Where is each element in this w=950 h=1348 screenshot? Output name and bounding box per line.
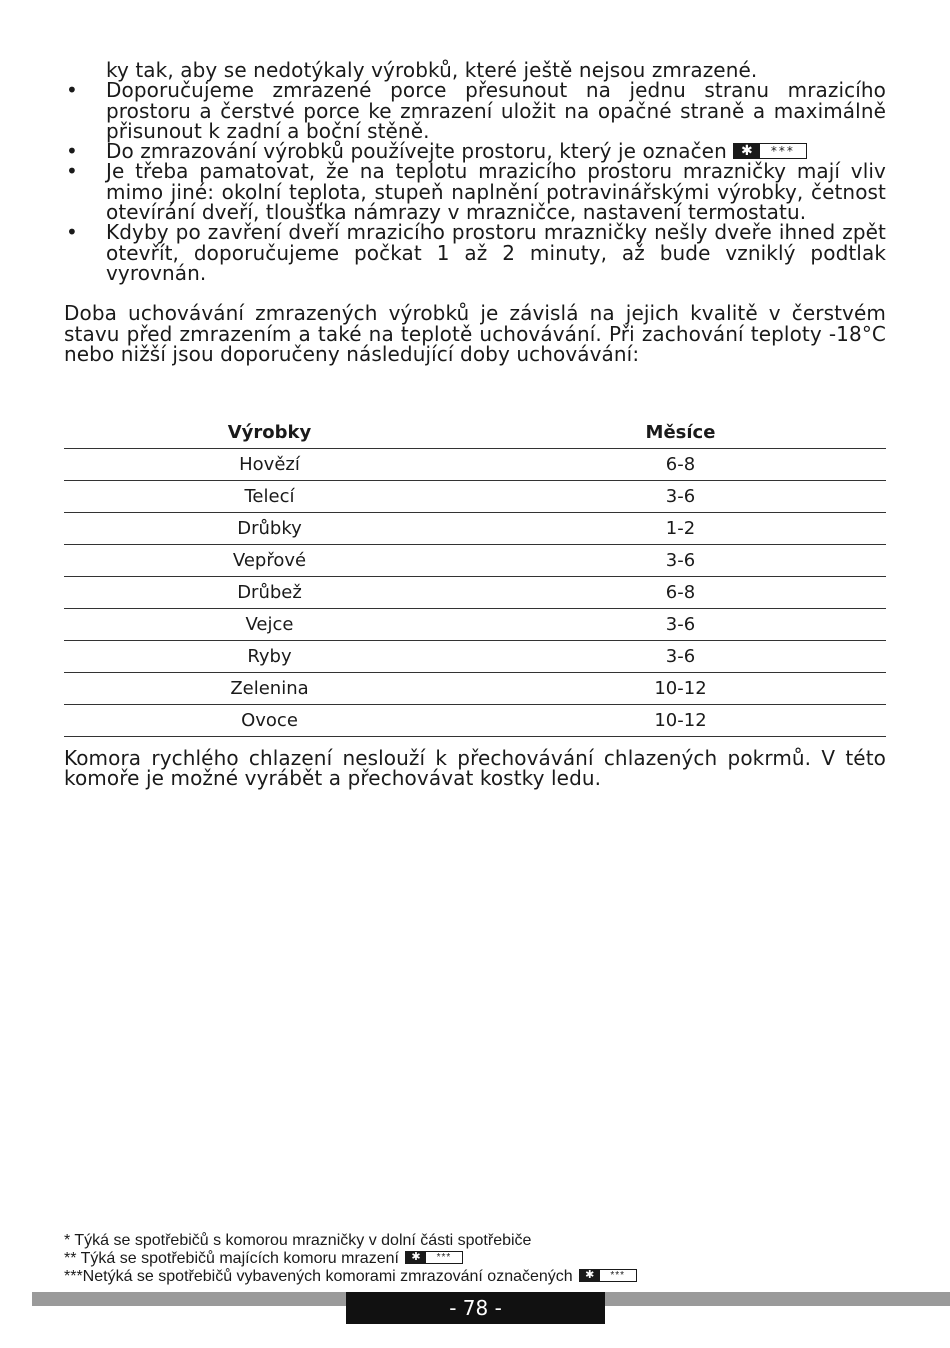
bullet-dot: • bbox=[66, 220, 78, 245]
list-item-text: Doporučujeme zmrazené porce přesunout na jednu stranu mrazicího prostoru a čerstvé porce ke zmrazení uložit na opačné straně a maximálně přisunout k zadní a boční stěně. bbox=[106, 78, 886, 143]
table-header-row bbox=[64, 416, 886, 449]
header-months: Měsíce bbox=[475, 416, 886, 449]
product-cell: Telecí bbox=[64, 481, 475, 513]
table-row bbox=[64, 545, 886, 577]
stars-label: *** bbox=[610, 1270, 626, 1281]
storage-table bbox=[64, 416, 886, 737]
table-row bbox=[64, 609, 886, 641]
product-cell: Drůbky bbox=[64, 513, 475, 545]
months-cell: 1-2 bbox=[475, 513, 886, 545]
header-products: Výrobky bbox=[64, 416, 475, 449]
snowflake-icon: ✱ bbox=[734, 144, 760, 158]
list-item-text: Je třeba pamatovat, že na teplotu mrazicího prostoru mrazničky mají vliv mimo jiné: okolní teplota, stupeň naplnění potravinářskými výrobky, četnost otevírání dveří, tloušťka námrazy v mrazničce, nastavení termostatu. bbox=[106, 159, 886, 225]
product-cell: Ryby bbox=[64, 641, 475, 673]
table-row bbox=[64, 673, 886, 705]
months-cell: 10-12 bbox=[475, 673, 886, 705]
table-row bbox=[64, 481, 886, 513]
table-row bbox=[64, 641, 886, 673]
months-cell: 3-6 bbox=[475, 609, 886, 641]
months-cell: 6-8 bbox=[475, 449, 886, 481]
months-cell: 3-6 bbox=[475, 481, 886, 513]
four-star-freezer-icon bbox=[733, 143, 807, 159]
snowflake-icon: ✱ bbox=[406, 1252, 426, 1263]
product-cell: Zelenina bbox=[64, 673, 475, 705]
footnote-2: ** Týká se spotřebičů majících komoru mrazení ✱ *** bbox=[64, 1250, 637, 1268]
bullet-dot: • bbox=[66, 78, 78, 103]
months-cell: 3-6 bbox=[475, 545, 886, 577]
four-star-freezer-icon bbox=[579, 1269, 637, 1282]
table-row bbox=[64, 577, 886, 609]
list-item-text: Do zmrazování výrobků používejte prostoru, který je označen bbox=[106, 139, 727, 164]
footnote-1: * Týká se spotřebičů s komorou mrazničky v dolní části spotřebiče bbox=[64, 1232, 532, 1249]
product-cell: Drůbež bbox=[64, 577, 475, 609]
bullet-dot: • bbox=[66, 139, 78, 164]
bullet-list bbox=[64, 60, 886, 283]
bullet-dot: • bbox=[66, 159, 78, 184]
product-cell: Ovoce bbox=[64, 705, 475, 737]
table-row bbox=[64, 513, 886, 545]
footnote-3: ***Netýká se spotřebičů vybavených komorami zmrazování označených ✱ *** bbox=[64, 1268, 637, 1286]
list-item-continuation: ky tak, aby se nedotýkaly výrobků, které ještě nejsou zmrazené. bbox=[106, 58, 758, 82]
snowflake-icon: ✱ bbox=[580, 1270, 600, 1281]
list-item bbox=[64, 80, 886, 141]
product-cell: Vepřové bbox=[64, 545, 475, 577]
months-cell: 3-6 bbox=[475, 641, 886, 673]
footnotes bbox=[64, 1232, 637, 1286]
stars-label: *** bbox=[436, 1252, 452, 1263]
product-cell: Vejce bbox=[64, 609, 475, 641]
table-row bbox=[64, 449, 886, 481]
storage-paragraph: Doba uchovávání zmrazených výrobků je závislá na jejich kvalitě v čerstvém stavu před zmrazením a také na teplotě uchovávání. Při zachování teploty -18°C nebo nižší jsou doporučeny následující doby uchovávání: bbox=[64, 301, 886, 366]
list-item bbox=[64, 139, 886, 164]
four-star-freezer-icon bbox=[405, 1251, 463, 1264]
months-cell: 10-12 bbox=[475, 705, 886, 737]
table-row bbox=[64, 705, 886, 737]
months-cell: 6-8 bbox=[475, 577, 886, 609]
list-item-text: Kdyby po zavření dveří mrazicího prostoru mrazničky nešly dveře ihned zpět otevřít, doporučujeme počkat 1 až 2 minuty, až bude vzniklý podtlak vyrovnán. bbox=[106, 220, 886, 285]
page-number: - 78 - bbox=[346, 1292, 605, 1324]
chamber-paragraph: Komora rychlého chlazení neslouží k přechovávání chlazených pokrmů. V této komoře je možné vyrábět a přechovávat kostky ledu. bbox=[64, 746, 886, 791]
stars-label: *** bbox=[770, 144, 795, 159]
product-cell: Hovězí bbox=[64, 449, 475, 481]
list-item bbox=[64, 159, 886, 225]
instructions-section bbox=[64, 60, 886, 384]
list-item bbox=[64, 222, 886, 283]
